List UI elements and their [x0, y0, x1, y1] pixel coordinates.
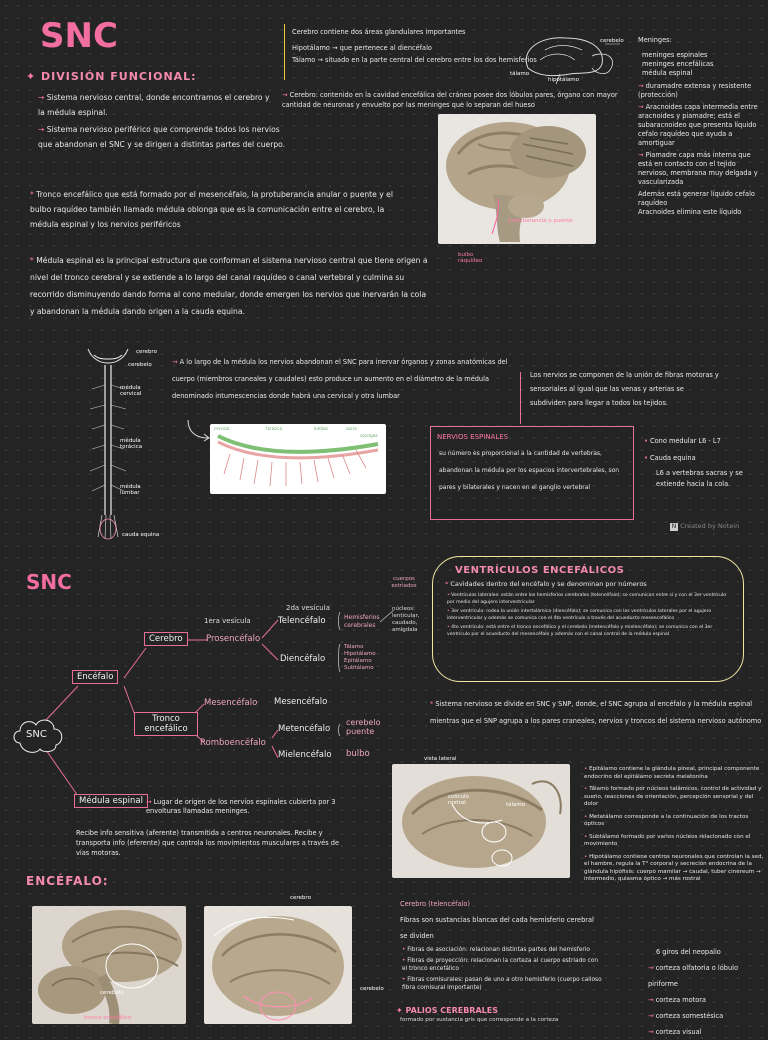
brain-photo-3 — [32, 906, 186, 1024]
medula-def: → Lugar de origen de los nervios espinales cubierta por 3 envolturas llamadas meninges. — [146, 798, 336, 815]
tree-snc: SNC — [26, 729, 47, 740]
epi-note-4-text: Subtálamo formado por varios núcleos relacionado con el movimiento — [584, 833, 751, 847]
sistema-text: Sistema nervioso se divide en SNC y SNP, donde, el SNC agrupa al encéfalo y la médula espinal mientras que el SNP agrupa a los pares craneales, nervios y troncos del sistema nervioso autónomo — [430, 700, 762, 725]
giro-3: → corteza somestésica — [648, 1012, 724, 1020]
tree-mesencefalo-b: Mesencéfalo — [274, 697, 328, 707]
tree-cuerpos-estriados: cuerpos estriados — [391, 576, 417, 589]
meninges-item-1: meninges espinales — [642, 51, 708, 59]
epi-note-3-text: Metatálamo corresponde a la continuación de los tractos ópticos — [584, 813, 749, 827]
tree-nucleos: núcleos: lenticular, caudado, amígdala — [392, 606, 420, 633]
division-heading-text: DIVISIÓN FUNCIONAL: — [41, 70, 197, 83]
sistema-paragraph: * Sistema nervioso se divide en SNC y SNP, donde, el SNC agrupa al encéfalo y la médula espinal mientras que el SNP agrupa a los pares craneales, nervios y troncos del sistema nervioso autónomo — [430, 700, 762, 725]
note-cono-text: Cono medular L6 - L7 — [650, 437, 721, 445]
epi-note-1-text: Epitálamo contiene la glándula pineal, principal componente endocrino del epitálamo secreta melatonina — [584, 766, 760, 780]
giro-2: → corteza motora — [648, 996, 707, 1004]
tree-bulbo: bulbo — [346, 749, 370, 759]
cono-cauda-notes — [644, 436, 760, 490]
giros-title: 6 giros del neopalio — [656, 948, 721, 956]
ventriculo-2: • 3er ventrículo: rodea la unión intertalámica (diencéfalo); se comunica con los ventrículos laterales por el agujero interventricular y además se comunica con el 4to ventrículo a través del acueducto mesencefálico — [447, 609, 712, 621]
photo1-label-protuberancia: protuberancia o puente — [508, 218, 573, 224]
diagram-label-coccigea: coccígea — [360, 433, 378, 438]
giro-1: → corteza olfatoria o lóbulo piriforme — [648, 964, 738, 988]
sketch-label-cerebelo: cerebelo — [600, 38, 624, 44]
palios-text: formado por sustancia gris que corresponde a la corteza — [400, 1017, 559, 1023]
giro-1-text: corteza olfatoria o lóbulo piriforme — [648, 964, 738, 988]
brain-photo-2-art — [392, 764, 570, 878]
photo2-label-vista: vista lateral — [424, 756, 457, 762]
tree-encefalo: Encéfalo — [72, 670, 118, 684]
spine-label-toracica: médula torácica — [120, 438, 143, 450]
cerebro-tel-label: Cerebro (telencéfalo) — [400, 900, 470, 908]
brain-photo-4-art — [204, 906, 352, 1024]
box-title: NERVIOS ESPINALES — [437, 433, 509, 441]
tree-mielencefalo: Mielencéfalo — [278, 750, 332, 760]
tree-metencefalo: Metencéfalo — [278, 724, 331, 734]
sketch-label-talamo: tálamo — [510, 71, 530, 77]
ventriculo-3: • 4to ventrículo: está entre el tronco encefálico y el cerebelo (metencéfalo y mielencéfalo); se comunica con el 3er ventrículo por el acueducto del mesencéfalo y además con el canal central de la médula espinal — [447, 625, 713, 637]
note-cauda-text: Cauda equina — [650, 454, 696, 462]
spine-label-cerebro: cerebro — [136, 349, 157, 355]
yellow-note-1: Cerebro contiene dos áreas glandulares importantes — [292, 28, 466, 36]
fibras-block — [400, 896, 600, 944]
ventriculos-bubble — [432, 556, 744, 682]
palios-title: PALIOS CEREBRALES — [405, 1006, 498, 1015]
ventriculo-3-text: 4to ventrículo: está entre el tronco encefálico y el cerebelo (metencéfalo y mielencéfalo); se comunica con el 3er ventrículo por el acueducto del mesencéfalo y además con el canal central de la médula espinal — [447, 625, 713, 637]
fibras-text: Fibras son sustancias blancas del cada hemisferio cerebral se dividen — [400, 916, 594, 940]
epi-note-4: • Subtálamo formado por varios núcleos relacionado con el movimiento — [584, 833, 751, 847]
diagram-label-cervical: cervical — [214, 426, 230, 431]
spinal-nerve-diagram — [210, 424, 386, 494]
nervios-espinales-box — [430, 426, 634, 520]
tree-prosencefalo: Prosencéfalo — [206, 634, 261, 644]
cerebro-paragraph: → Cerebro: contenido en la cavidad encefálica del cráneo posee dos lóbulos pares, órgano con mayor cantidad de neuronas y envuelto por las meninges que lo separan del hueso — [282, 91, 618, 109]
brain-photo-1-art — [438, 114, 596, 244]
photo3-label-cerebelo: cerebelo — [100, 990, 124, 996]
tree-telencefalo: Telencéfalo — [278, 616, 326, 626]
tree-medula: Médula espinal — [74, 794, 148, 808]
tree-diencefalo: Diencéfalo — [280, 654, 326, 664]
epi-note-2-text: Tálamo formado por núcleos talámicos, control de actividad y sueño, reacciones de orientación, percepción sensorial y del dolor — [584, 786, 762, 807]
epi-note-2: • Tálamo formado por núcleos talámicos, control de actividad y sueño, reacciones de orientación, percepción sensorial y del dolor — [584, 786, 762, 807]
spine-paragraph: → A lo largo de la médula los nervios abandonan el SNC para inervar órganos y zonas anatómicas del cuerpo (miembros craneales y caudales) esto produce un aumento en el diámetro de la médula denominado intumescencias donde habrá una cervical y otra lumbar — [172, 358, 508, 400]
meninges-item-5: → Aracnoides capa intermedia entre aracnoides y piamadre; está el subaracnoideo que presenta líquido cefalo raquídeo que ayuda a amortiguar — [638, 103, 758, 147]
diencefalo-notes — [584, 766, 764, 884]
giro-3-text: corteza somestésica — [655, 1012, 724, 1020]
tree-dien-list: Tálamo Hipotálamo Epitálamo Subtálamo — [344, 644, 376, 671]
giros-block — [648, 944, 762, 1040]
yellow-note-3: Tálamo → situado en la parte central del cerebro entre los dos hemisferios — [292, 56, 537, 64]
brain-photo-2 — [392, 764, 570, 878]
photo4-label-cerebelo: cerebelo — [360, 986, 384, 992]
diagram-label-sacra: sacra — [346, 426, 357, 431]
medula-text: Médula espinal es la principal estructura que conforman el sistema nervioso central que tiene origen a nivel del tronco cerebral y se extiende a lo largo del canal raquídeo o canal vertebral y culmina su recorrido disminuyendo dando forma al cono medular, donde emergen los nervios que inervarán la cola y abandonan la médula dando origen a la cauda equina. — [30, 256, 428, 316]
epi-note-5: • Hipotálamo contiene centros neuronales que controlan la sed, el hambre, regula la T° corporal y secreción endocrina de la glándula hipófisis: cuerpo mamilar → caudal, tuber cinereum → intermedio, quiasma óptico → más rostral — [584, 853, 764, 882]
ventriculo-1-text: Ventrículos laterales: están entre los hemisferios cerebrales (telencéfalo); se comunican entre sí y con el 3er ventrículo por medio del agujero interventricular — [447, 593, 727, 605]
diagram-label-toracica: torácica — [266, 426, 283, 431]
meninges-item-2: meninges encefálicas — [642, 60, 714, 68]
giro-4: → corteza visual — [648, 1028, 702, 1036]
note-cono: • Cono medular L6 - L7 — [644, 437, 721, 445]
recibe-paragraph: Recibe info sensitiva (aferente) transmitida a centros neuronales. Recibe y transporta info (eferente) que controla los movimientos musculares a través de vías motoras. — [76, 829, 339, 857]
medula-paragraph: * Médula espinal es la principal estructura que conforman el sistema nervioso central que tiene origen a nivel del tronco cerebral y se extiende a lo largo del canal raquídeo o canal vertebral y culmina su recorrido disminuyendo dando forma al cono medular, donde emergen los nervios que inervarán la cola y abandonan la médula dando origen a la cauda equina. — [30, 256, 428, 316]
notein-logo-icon: N — [671, 523, 677, 530]
photo2-label-coliculo: colículo rostral — [448, 794, 469, 806]
fibra-asociacion-text: Fibras de asociación: relacionan distintas partes del hemisferio — [407, 947, 590, 953]
note-cauda: • Cauda equina — [644, 454, 696, 462]
page-title: SNC — [40, 16, 118, 56]
tree-mesencefalo-a: Mesencéfalo — [204, 698, 258, 708]
palios-heading: ✦ PALIOS CEREBRALES — [396, 1006, 498, 1015]
meninges-item-6-text: Piamadre capa más interna que está en contacto con el tejido nervioso, membrana muy delgada y vascularizada — [638, 151, 758, 186]
ventriculos-list — [447, 593, 733, 638]
tree-cerebelo-puente: cerebelo puente — [346, 718, 381, 736]
meninges-item-4-text: duramadre extensa y resistente (protección) — [638, 82, 752, 99]
snp-bullet-text: Sistema nervioso periférico que comprende todos los nervios que abandonan el SNC y se dirigen a distintas partes del cuerpo. — [38, 125, 286, 149]
epi-note-1: • Epitálamo contiene la glándula pineal, principal componente endocrino del epitálamo secreta melatonina — [584, 766, 760, 780]
tree-romboencefalo: Romboencéfalo — [200, 738, 266, 748]
spine-label-cauda: cauda equina — [122, 532, 160, 538]
yellow-note-2: Hipotálamo → que pertenece al diencéfalo — [292, 44, 432, 52]
fibra-proyeccion-text: Fibras de proyección: relacionan la corteza al cuerpo estriado con el tronco encefálico — [402, 958, 599, 972]
division-heading: ✦ DIVISIÓN FUNCIONAL: — [26, 70, 197, 83]
epi-note-5-text: Hipotálamo contiene centros neuronales que controlan la sed, el hambre, regula la T° corporal y secreción endocrina de la glándula hipófisis: cuerpo mamilar → caudal, tuber cinereum → intermedio, quiasma óptico → más rostral — [584, 853, 764, 882]
epi-note-3: • Metatálamo corresponde a la continuación de los tractos ópticos — [584, 813, 749, 827]
photo3-label-tronco: tronco encefálico — [84, 1015, 132, 1021]
snc-bullet: → Sistema nervioso central, donde encontramos el cerebro y la médula espinal. — [38, 93, 270, 117]
tree-cerebro: Cerebro — [144, 632, 188, 646]
spine-label-lumbar: médula lumbar — [120, 484, 141, 496]
meninges-item-7: Además está generar líquido cefalo raquídeo — [638, 190, 755, 207]
spine-label-cerebelo: cerebelo — [128, 362, 152, 368]
encefalo-heading: ENCÉFALO: — [26, 874, 109, 888]
ventriculos-intro-text: Cavidades dentro del encéfalo y se denominan por números — [450, 580, 647, 588]
snp-bullet: → Sistema nervioso periférico que comprende todos los nervios que abandonan el SNC y se dirigen a distintas partes del cuerpo. — [38, 125, 286, 149]
meninges-item-3: médula espinal — [642, 69, 693, 77]
nerves-text: Los nervios se componen de la unión de fibras motoras y sensoriales al igual que las venas y arterias se subdividen para llegar a todos los tejidos. — [530, 371, 719, 407]
tronco-text: Tronco encefálico que está formado por el mesencéfalo, la protuberancia anular o puente y el bulbo raquídeo también llamado médula oblonga que es la comunicación entre el cerebro, la médula espinal y los nervios periféricos — [30, 190, 393, 229]
spine-text: A lo largo de la médula los nervios abandonan el SNC para inervar órganos y zonas anatómicas del cuerpo (miembros craneales y caudales) esto produce un aumento en el diámetro de la médula denominado intumescencias donde habrá una cervical y otra lumbar — [172, 358, 508, 400]
tree-hemisferios: Hemisferios cerebrales — [344, 614, 380, 629]
cerebro-text: Cerebro: contenido en la cavidad encefálica del cráneo posee dos lóbulos pares, órgano con mayor cantidad de neuronas y envuelto por las meninges que lo separan del hueso — [282, 91, 618, 109]
ventriculo-2-text: 3er ventrículo: rodea la unión intertalámica (diencéfalo); se comunica con los ventrículos laterales por el agujero interventricular y además se comunica con el 4to ventrículo a través del acueducto mesencefálico — [447, 609, 712, 621]
brain-photo-1 — [438, 114, 596, 244]
fibras-list — [402, 946, 602, 992]
brain-photo-4 — [204, 906, 352, 1024]
tree-1era-vesicula: 1era vesícula — [204, 617, 251, 625]
ventriculos-intro: * Cavidades dentro del encéfalo y se denominan por números — [445, 580, 647, 588]
photo4-label-cerebro: cerebro — [290, 895, 311, 901]
ventriculos-title: VENTRÍCULOS ENCEFÁLICOS — [455, 565, 625, 576]
nerves-paragraph — [530, 368, 720, 410]
medula-def-text: Lugar de origen de los nervios espinales cubierta por 3 envolturas llamadas meninges. — [146, 798, 336, 815]
meninges-item-6: → Piamadre capa más interna que está en contacto con el tejido nervioso, membrana muy delgada y vascularizada — [638, 151, 758, 186]
fibra-comisural-text: Fibras comisurales: pasan de uno a otro hemisferio (cuerpo calloso fibra comisural importante) — [402, 977, 602, 991]
meninges-item-8: Aracnoides elimina este líquido — [638, 208, 742, 216]
diagram-label-lumbar: lumbar — [314, 426, 329, 431]
photo2-label-talamo: tálamo — [506, 802, 526, 808]
page-2-title: SNC — [26, 570, 72, 594]
tree-2da-vesicula: 2da vesícula — [286, 604, 330, 612]
giro-2-text: corteza motora — [655, 996, 707, 1004]
sketch-label-hipotalamo: hipotálamo — [548, 77, 580, 83]
created-by-notein — [670, 522, 739, 531]
tronco-paragraph: * Tronco encefálico que está formado por el mesencéfalo, la protuberancia anular o puente y el bulbo raquídeo también llamado médula oblonga que es la comunicación entre el cerebro, la médula espinal y los nervios periféricos — [30, 190, 393, 229]
meninges-notes — [638, 36, 760, 217]
yellow-bracket — [284, 24, 285, 80]
fibra-comisural: • Fibras comisurales: pasan de uno a otro hemisferio (cuerpo calloso fibra comisural importante) — [402, 977, 602, 991]
ventriculo-1: • Ventrículos laterales: están entre los hemisferios cerebrales (telencéfalo); se comunican entre sí y con el 3er ventrículo por medio del agujero interventricular — [447, 593, 727, 605]
meninges-title: Meninges: — [638, 36, 672, 44]
note-l6: L6 a vertebras sacras y se extiende hacia la cola. — [656, 469, 743, 488]
yellow-notes — [292, 24, 542, 65]
snc-bullet-text: Sistema nervioso central, donde encontramos el cerebro y la médula espinal. — [38, 93, 270, 117]
nerves-bracket — [520, 372, 521, 424]
meninges-item-4: → duramadre extensa y resistente (protección) — [638, 82, 752, 99]
created-by-text: Created by Notein — [680, 522, 740, 530]
meninges-item-5-text: Aracnoides capa intermedia entre aracnoides y piamadre; está el subaracnoideo que presenta líquido cefalo raquídeo que ayuda a amortiguar — [638, 103, 758, 147]
photo1-label-bulbo: bulbo raquídeo — [458, 252, 483, 264]
box-text: su número es proporcional a la cantidad de vertebras, abandonan la médula por los espacios intervertebrales, son pares y bilaterales y nacen en el ganglio vertebral — [439, 450, 620, 491]
brain-photo-3-art — [32, 906, 186, 1024]
fibra-asociacion: • Fibras de asociación: relacionan distintas partes del hemisferio — [402, 947, 590, 953]
tree-tronco: Tronco encefálico — [134, 712, 198, 736]
giro-4-text: corteza visual — [655, 1028, 702, 1036]
fibra-proyeccion: • Fibras de proyección: relacionan la corteza al cuerpo estriado con el tronco encefálico — [402, 958, 599, 972]
spine-label-cervical: médula cervical — [120, 385, 142, 397]
